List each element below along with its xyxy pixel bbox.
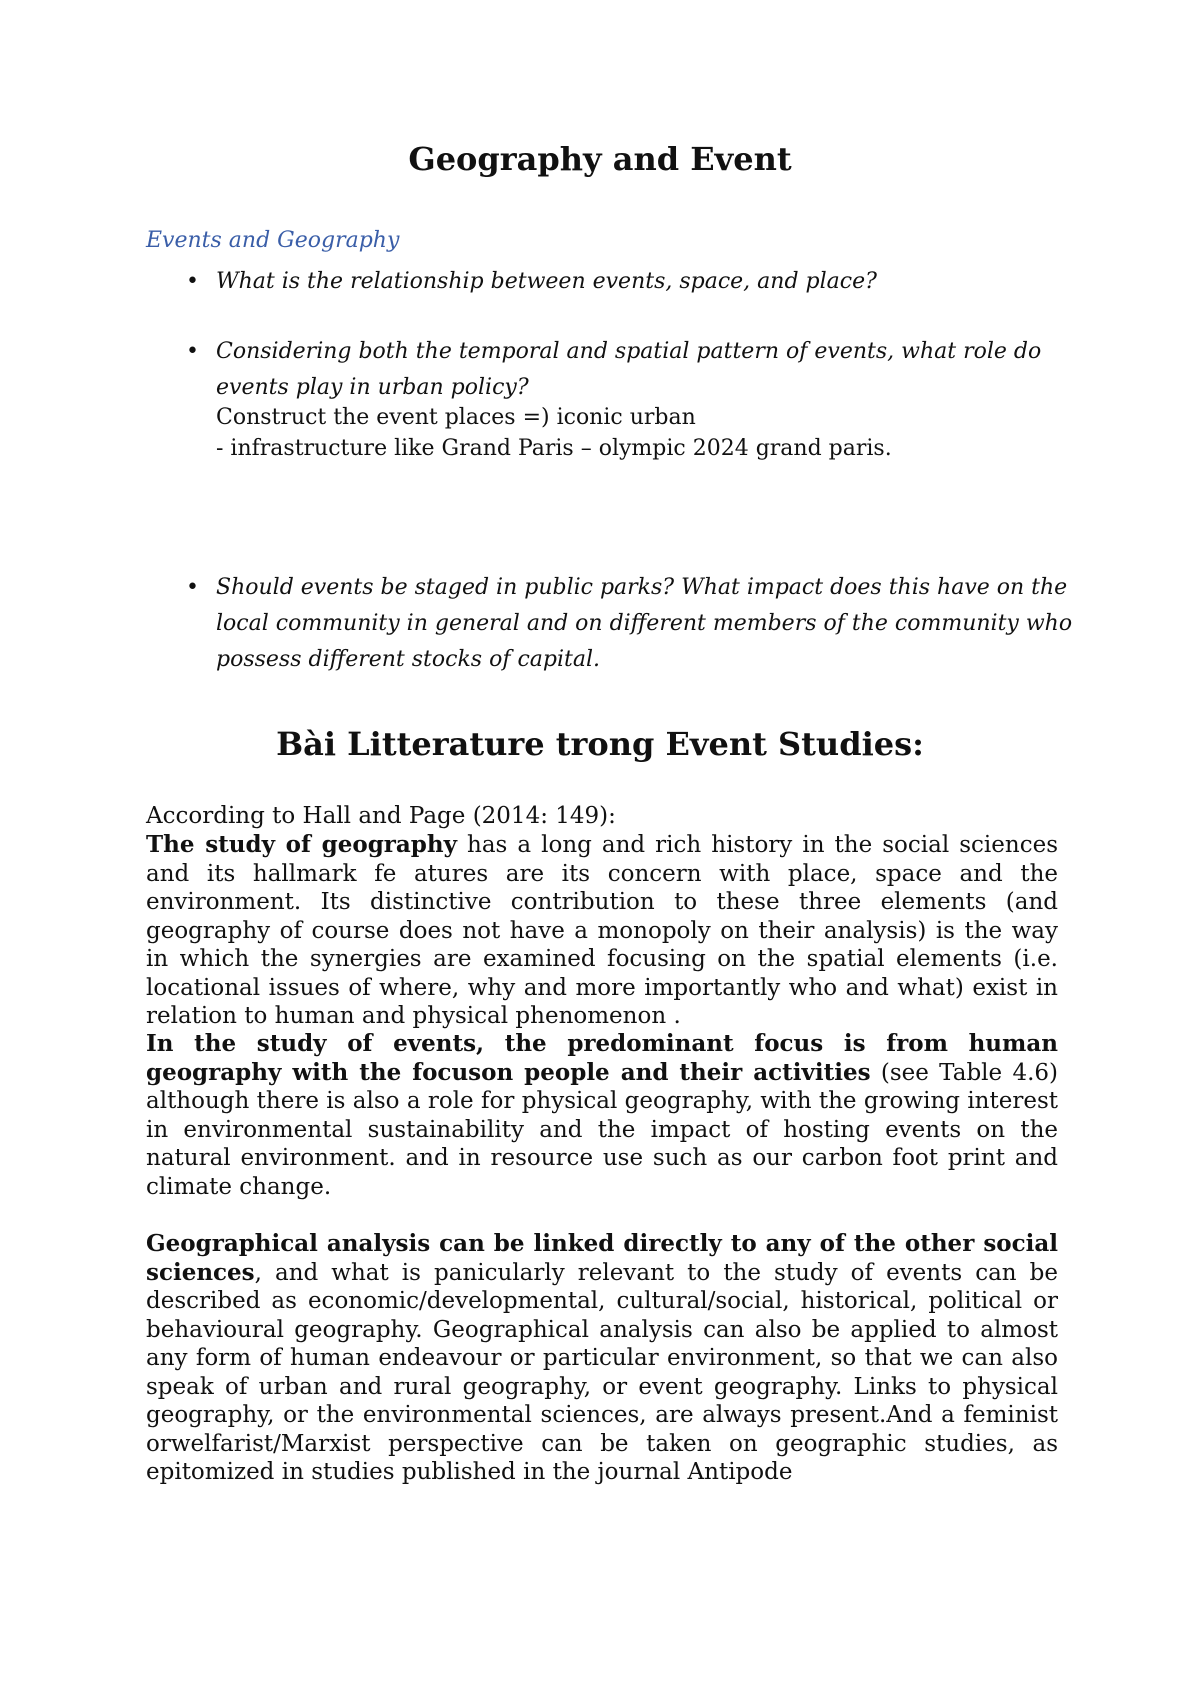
note-line: Construct the event places =) iconic urban <box>216 405 696 430</box>
paragraph-3-bold: Geographical analysis can be linked directly to any of the other social sciences <box>146 1230 1058 1286</box>
bullet-item: • Should events be staged in public parks? What impact does this have on the local community in general and on different members of the community who possess different stocks of capital. <box>216 570 1076 678</box>
document-title: Geography and Event <box>408 140 792 178</box>
paragraph-3-text: , and what is panicularly relevant to the study of events can be described as economic/developmental, cultural/social, historical, political or behavioural geography. Geographical analysis can also be applied to almost any form of human endeavour or particular environment, so that we can also speak of urban and rural geography, or event geography. Links to physical geography, or the environmental sciences, are always present.And a feminist orwelfarist/Marxist perspective can be taken on geographic studies, as epitomized in studies published in the journal Antipode <box>146 1259 1058 1485</box>
paragraph-2-bold: In the study of events, the predominant focus is from human geography with the focuson people and their activities <box>146 1030 1058 1086</box>
note-line: - infrastructure like Grand Paris – olympic 2024 grand paris. <box>216 436 892 461</box>
paragraph-1-text: has a long and rich history in the social sciences and its hallmark fe atures are its concern with place, space and the environment. Its distinctive contribution to these three elements (and geography of course does not have a monopoly on their analysis) is the way in which the synergies are examined focusing on the spatial elements (i.e. locational issues of where, why and more importantly who and what) exist in relation to human and physical phenomenon . <box>146 832 1058 1029</box>
bullet-item: • What is the relationship between events, space, and place? <box>216 264 1076 300</box>
bullet-item: • Considering both the temporal and spatial pattern of events, what role do events play in urban policy? <box>216 334 1076 406</box>
paragraph-1 <box>146 831 1058 1031</box>
paragraph-2-text: (see Table 4.6) although there is also a role for physical geography, with the growing interest in environmental sustainability and the impact of hosting events on the natural environment. and in resource use such as our carbon foot print and climate change. <box>146 1059 1058 1200</box>
paragraph-3 <box>146 1230 1058 1487</box>
section-heading: Events and Geography <box>146 228 400 253</box>
paragraph-1-bold: The study of geography <box>146 831 457 858</box>
paragraph-2 <box>146 1030 1058 1201</box>
citation-line: According to Hall and Page (2014: 149): <box>146 803 616 829</box>
literature-heading: Bài Litterature trong Event Studies: <box>276 725 924 763</box>
